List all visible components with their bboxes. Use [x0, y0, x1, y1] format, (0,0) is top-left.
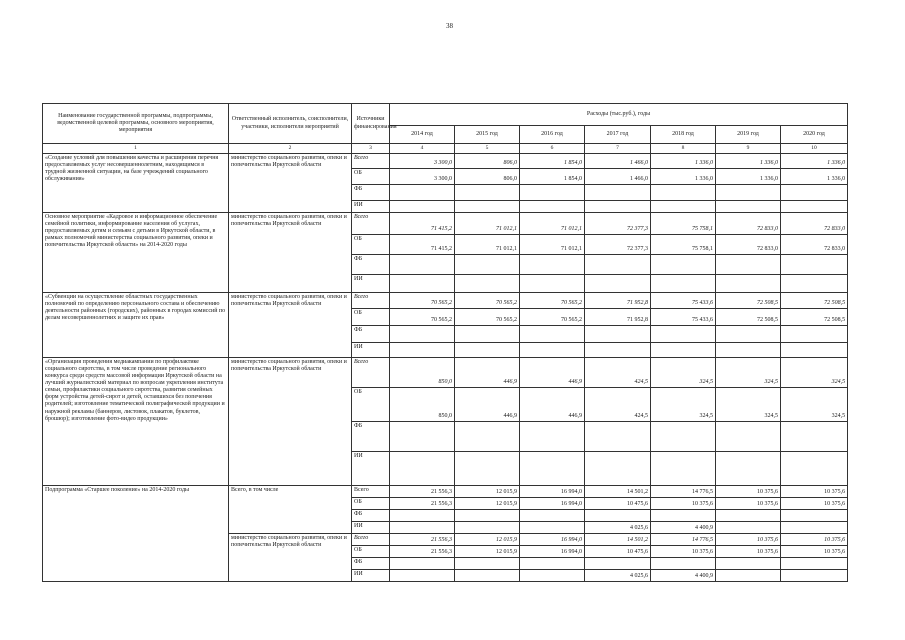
value-cell	[781, 185, 848, 201]
value-cell: 16 994,0	[520, 546, 585, 558]
value-cell	[455, 343, 520, 358]
value-cell	[455, 570, 520, 582]
value-cell: 850,0	[390, 358, 455, 388]
value-cell: 16 994,0	[520, 498, 585, 510]
column-number: 8	[651, 144, 716, 154]
value-cell	[520, 201, 585, 213]
value-cell: 10 375,6	[716, 546, 781, 558]
header-year: 2018 год	[651, 126, 716, 144]
value-cell: 70 565,2	[390, 293, 455, 309]
value-cell: 71 952,8	[585, 293, 651, 309]
value-cell	[390, 326, 455, 343]
column-number: 5	[455, 144, 520, 154]
value-cell	[390, 255, 455, 275]
value-cell	[651, 510, 716, 522]
value-cell	[455, 558, 520, 570]
value-cell: 1 336,0	[716, 154, 781, 169]
value-cell: 324,5	[651, 358, 716, 388]
value-cell	[455, 326, 520, 343]
value-cell	[716, 570, 781, 582]
value-cell	[455, 201, 520, 213]
value-cell: 1 336,0	[781, 154, 848, 169]
source-cell: ОБ	[352, 309, 390, 326]
value-cell	[781, 452, 848, 486]
source-cell: ФБ	[352, 422, 390, 452]
value-cell	[520, 255, 585, 275]
value-cell: 21 556,3	[390, 486, 455, 498]
value-cell	[781, 343, 848, 358]
value-cell	[781, 570, 848, 582]
value-cell: 70 565,2	[520, 293, 585, 309]
column-number: 3	[352, 144, 390, 154]
value-cell	[390, 275, 455, 293]
value-cell: 12 015,9	[455, 498, 520, 510]
value-cell	[716, 185, 781, 201]
value-cell	[585, 452, 651, 486]
measure-3-row	[43, 293, 848, 309]
value-cell: 14 776,5	[651, 486, 716, 498]
value-cell	[781, 201, 848, 213]
value-cell: 1 466,0	[585, 169, 651, 185]
value-cell	[520, 326, 585, 343]
value-cell: 72 833,0	[781, 213, 848, 235]
value-cell	[585, 422, 651, 452]
source-cell: ОБ	[352, 235, 390, 255]
measure-1-row	[43, 154, 848, 169]
value-cell: 71 012,1	[455, 213, 520, 235]
value-cell: 16 994,0	[520, 534, 585, 546]
value-cell	[651, 343, 716, 358]
value-cell: 70 565,2	[455, 293, 520, 309]
value-cell: 10 375,6	[651, 546, 716, 558]
source-cell: ИИ	[352, 570, 390, 582]
value-cell	[520, 422, 585, 452]
value-cell: 72 833,0	[716, 213, 781, 235]
source-cell: ИИ	[352, 522, 390, 534]
value-cell: 71 012,1	[520, 235, 585, 255]
value-cell: 21 556,3	[390, 546, 455, 558]
value-cell: 75 433,6	[651, 293, 716, 309]
source-cell: Всего	[352, 486, 390, 498]
value-cell: 10 375,6	[716, 498, 781, 510]
value-cell	[455, 522, 520, 534]
value-cell: 71 415,2	[390, 213, 455, 235]
value-cell: 14 776,5	[651, 534, 716, 546]
value-cell: 71 952,8	[585, 309, 651, 326]
value-cell: 75 758,1	[651, 213, 716, 235]
source-cell: ИИ	[352, 275, 390, 293]
value-cell	[390, 201, 455, 213]
value-cell	[585, 558, 651, 570]
value-cell: 21 556,3	[390, 534, 455, 546]
value-cell	[716, 275, 781, 293]
value-cell: 324,5	[716, 388, 781, 422]
value-cell	[716, 422, 781, 452]
subprogram-total-row	[43, 486, 848, 498]
header-year: 2019 год	[716, 126, 781, 144]
value-cell: 324,5	[781, 358, 848, 388]
value-cell: 16 994,0	[520, 486, 585, 498]
value-cell	[520, 275, 585, 293]
header-year: 2014 год	[390, 126, 455, 144]
value-cell	[585, 201, 651, 213]
value-cell: 71 012,1	[520, 213, 585, 235]
measure-4-row	[43, 358, 848, 388]
source-cell: ИИ	[352, 201, 390, 213]
value-cell: 71 012,1	[455, 235, 520, 255]
value-cell	[651, 201, 716, 213]
value-cell	[716, 326, 781, 343]
source-cell: ОБ	[352, 169, 390, 185]
value-cell: 1 336,0	[716, 169, 781, 185]
value-cell	[585, 185, 651, 201]
value-cell	[455, 255, 520, 275]
value-cell: 4 400,9	[651, 522, 716, 534]
value-cell	[651, 452, 716, 486]
value-cell: 72 508,5	[716, 293, 781, 309]
value-cell: 75 758,1	[651, 235, 716, 255]
value-cell: 446,9	[455, 358, 520, 388]
value-cell: 14 501,2	[585, 486, 651, 498]
table-body	[43, 154, 848, 582]
value-cell	[781, 558, 848, 570]
value-cell	[651, 275, 716, 293]
header-numbers-row	[43, 144, 848, 154]
value-cell: 324,5	[716, 358, 781, 388]
value-cell: 324,5	[781, 388, 848, 422]
value-cell	[585, 255, 651, 275]
value-cell: 324,5	[651, 388, 716, 422]
column-number: 10	[781, 144, 848, 154]
value-cell: 424,5	[585, 388, 651, 422]
value-cell: 21 556,3	[390, 498, 455, 510]
source-cell: ФБ	[352, 185, 390, 201]
value-cell	[520, 185, 585, 201]
value-cell	[455, 422, 520, 452]
header-source: Источники финансирования	[352, 104, 390, 144]
value-cell: 14 501,2	[585, 534, 651, 546]
value-cell: 70 565,2	[520, 309, 585, 326]
value-cell	[520, 570, 585, 582]
value-cell	[520, 522, 585, 534]
subprogram-ministry-executor: министерство социального развития, опеки и попечительства Иркутской области	[229, 534, 352, 582]
value-cell: 4 400,9	[651, 570, 716, 582]
value-cell: 4 025,6	[585, 522, 651, 534]
value-cell	[781, 255, 848, 275]
header-year: 2020 год	[781, 126, 848, 144]
value-cell: 3 300,0	[390, 169, 455, 185]
value-cell	[651, 422, 716, 452]
value-cell: 3 300,0	[390, 154, 455, 169]
value-cell	[716, 452, 781, 486]
value-cell	[520, 452, 585, 486]
value-cell	[585, 510, 651, 522]
column-number: 9	[716, 144, 781, 154]
value-cell: 12 015,9	[455, 546, 520, 558]
value-cell	[520, 510, 585, 522]
source-cell: Всего	[352, 358, 390, 388]
value-cell	[716, 522, 781, 534]
value-cell: 72 833,0	[781, 235, 848, 255]
source-cell: ФБ	[352, 558, 390, 570]
value-cell	[390, 570, 455, 582]
value-cell: 71 415,2	[390, 235, 455, 255]
value-cell: 1 854,0	[520, 169, 585, 185]
value-cell: 1 466,0	[585, 154, 651, 169]
value-cell: 1 336,0	[651, 169, 716, 185]
budget-table	[42, 103, 848, 582]
value-cell: 424,5	[585, 358, 651, 388]
value-cell: 1 336,0	[781, 169, 848, 185]
value-cell	[455, 185, 520, 201]
value-cell	[651, 326, 716, 343]
header-year: 2016 год	[520, 126, 585, 144]
measure-2-name: Основное мероприятие «Кадровое и информационное обеспечение семейной политики, информирование населения об услугах, предоставляемых детям и семьям с детьми в Иркутской области, в рамках полномочий министерства социального развития, опеки и попечительства Иркутской области» на 2014-2020 годы	[43, 213, 229, 293]
value-cell	[716, 510, 781, 522]
value-cell: 446,9	[455, 388, 520, 422]
header-year: 2017 год	[585, 126, 651, 144]
value-cell	[455, 510, 520, 522]
value-cell	[781, 275, 848, 293]
value-cell: 72 377,3	[585, 235, 651, 255]
value-cell	[781, 522, 848, 534]
value-cell	[716, 343, 781, 358]
value-cell: 75 433,6	[651, 309, 716, 326]
value-cell	[520, 343, 585, 358]
value-cell: 806,0	[455, 154, 520, 169]
value-cell	[585, 343, 651, 358]
value-cell: 1 336,0	[651, 154, 716, 169]
value-cell	[390, 422, 455, 452]
source-cell: Всего	[352, 213, 390, 235]
value-cell: 1 854,0	[520, 154, 585, 169]
measure-1-name: «Создание условий для повышения качества и расширения перечня предоставляемых услуг несовершеннолетним, находящимся в трудной жизненной ситуации, на базе учреждений социального обслуживания»	[43, 154, 229, 213]
value-cell: 850,0	[390, 388, 455, 422]
source-cell: ОБ	[352, 388, 390, 422]
value-cell: 70 565,2	[390, 309, 455, 326]
value-cell	[455, 275, 520, 293]
value-cell	[390, 452, 455, 486]
source-cell: Всего	[352, 154, 390, 169]
value-cell	[390, 558, 455, 570]
page-number: 38	[446, 22, 453, 30]
value-cell: 10 375,6	[781, 498, 848, 510]
value-cell	[651, 255, 716, 275]
value-cell: 72 508,5	[716, 309, 781, 326]
value-cell: 12 015,9	[455, 486, 520, 498]
value-cell: 10 375,6	[781, 534, 848, 546]
header-expenses: Расходы (тыс.руб.), годы	[390, 104, 848, 126]
value-cell: 10 475,6	[585, 498, 651, 510]
value-cell	[781, 326, 848, 343]
source-cell: Всего	[352, 293, 390, 309]
header-executor: Ответственный исполнитель, соисполнители, участники, исполнители мероприятий	[229, 104, 352, 144]
value-cell: 446,9	[520, 358, 585, 388]
measure-4-name: «Организация проведения медиакампании по профилактике социального сиротства, в том числе проведение регионального конкурса среди средств массовой информации Иркутской области на лучший журналистский материал по вопросам укрепления института семьи, профилактики социального сиротства, развития семейных форм устройства детей-сирот и детей, оставшихся без попечения родителей; изготовление тематической полиграфической продукции и наружной рекламы (баннеров, листовок, плакатов, буклетов, брошюр); изготовление фото-видео продукции»	[43, 358, 229, 486]
measure-3-executor: министерство социального развития, опеки и попечительства Иркутской области	[229, 293, 352, 358]
value-cell: 72 833,0	[716, 235, 781, 255]
value-cell	[455, 452, 520, 486]
value-cell: 70 565,2	[455, 309, 520, 326]
value-cell: 4 025,6	[585, 570, 651, 582]
value-cell	[651, 185, 716, 201]
source-cell: ОБ	[352, 498, 390, 510]
measure-3-name: «Субвенции на осуществление областных государственных полномочий по определению персонального состава и обеспечению деятельности районных (городских), районных в городах комиссий по делам несовершеннолетних и защите их прав»	[43, 293, 229, 358]
value-cell	[520, 558, 585, 570]
value-cell: 72 508,5	[781, 293, 848, 309]
value-cell	[390, 522, 455, 534]
value-cell	[651, 558, 716, 570]
source-cell: Всего	[352, 534, 390, 546]
value-cell: 10 375,6	[716, 534, 781, 546]
value-cell	[781, 510, 848, 522]
value-cell	[585, 275, 651, 293]
subprogram-total-label: Всего, в том числе	[229, 486, 352, 534]
value-cell	[585, 326, 651, 343]
value-cell: 10 375,6	[781, 546, 848, 558]
value-cell	[781, 422, 848, 452]
source-cell: ФБ	[352, 255, 390, 275]
source-cell: ФБ	[352, 326, 390, 343]
value-cell: 10 375,6	[651, 498, 716, 510]
source-cell: ФБ	[352, 510, 390, 522]
value-cell	[390, 185, 455, 201]
value-cell: 12 015,9	[455, 534, 520, 546]
source-cell: ИИ	[352, 452, 390, 486]
measure-4-executor: министерство социального развития, опеки и попечительства Иркутской области	[229, 358, 352, 486]
value-cell	[716, 255, 781, 275]
value-cell: 72 377,3	[585, 213, 651, 235]
measure-2-row	[43, 213, 848, 235]
value-cell: 10 475,6	[585, 546, 651, 558]
value-cell: 10 375,6	[716, 486, 781, 498]
value-cell: 72 508,5	[781, 309, 848, 326]
value-cell	[390, 510, 455, 522]
column-number: 2	[229, 144, 352, 154]
subprogram-name: Подпрограмма «Старшее поколение» на 2014-2020 годы	[43, 486, 229, 582]
value-cell	[716, 201, 781, 213]
column-number: 7	[585, 144, 651, 154]
value-cell	[390, 343, 455, 358]
column-number: 4	[390, 144, 455, 154]
header-year: 2015 год	[455, 126, 520, 144]
measure-2-executor: министерство социального развития, опеки и попечительства Иркутской области	[229, 213, 352, 293]
value-cell: 806,0	[455, 169, 520, 185]
header-name: Наименование государственной программы, подпрограммы, ведомственной целевой программы, основного мероприятия, мероприятия	[43, 104, 229, 144]
value-cell: 10 375,6	[781, 486, 848, 498]
value-cell	[716, 558, 781, 570]
measure-1-executor: министерство социального развития, опеки и попечительства Иркутской области	[229, 154, 352, 213]
source-cell: ОБ	[352, 546, 390, 558]
column-number: 1	[43, 144, 229, 154]
source-cell: ИИ	[352, 343, 390, 358]
value-cell: 446,9	[520, 388, 585, 422]
column-number: 6	[520, 144, 585, 154]
